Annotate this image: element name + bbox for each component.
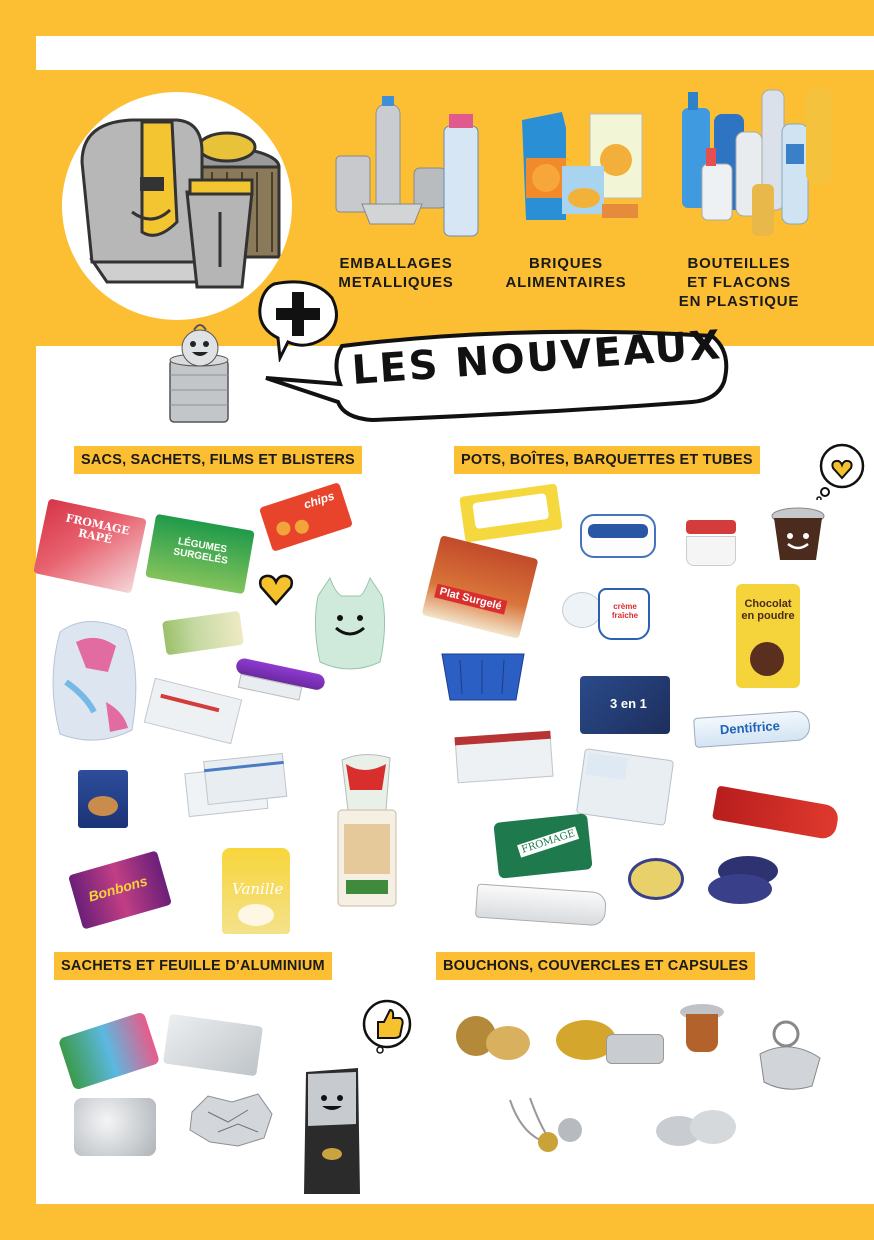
champagne-cork-cage (500, 1090, 594, 1156)
blister-pack (576, 748, 674, 826)
food-cartons-image (518, 108, 648, 226)
metal-packaging-image (334, 96, 484, 242)
category-label-metal (328, 254, 464, 292)
cheese-box (493, 813, 592, 879)
heart-icon (256, 572, 296, 608)
top-white-strip (36, 36, 874, 70)
plastic-film-wrap (46, 612, 142, 748)
smiling-coffee-bag (300, 1064, 364, 1198)
category-line: METALLIQUES (338, 274, 454, 291)
category-line: BOUTEILLES (687, 255, 791, 272)
bag-label: Bonbons (86, 872, 150, 905)
bag-label: FROMAGE RAPÉ (64, 511, 131, 547)
clear-box (455, 731, 554, 784)
metal-caps (456, 1006, 532, 1064)
category-line: EN PLASTIQUE (678, 293, 800, 310)
category-line: ET FLACONS (687, 274, 791, 291)
foil-lids-trays (556, 1010, 666, 1070)
category-label-cartons (496, 254, 636, 292)
blue-crate (440, 650, 526, 704)
pot-label: crème fraîche (611, 602, 639, 620)
bread-bag (334, 750, 400, 910)
can-lid-ring (750, 1018, 826, 1092)
butter-tub (580, 514, 656, 558)
category-line: EMBALLAGES (339, 255, 453, 272)
category-label-plastic (670, 254, 808, 311)
box-label: Plat Surgelé (434, 584, 507, 615)
section-title-pots: POTS, BOÎTES, BARQUETTES ET TUBES (454, 446, 760, 474)
vanilla-pouch (222, 848, 290, 934)
bag-label: LÉGUMES SURGELÉS (172, 536, 229, 567)
coffee-capsule (680, 1004, 724, 1054)
cream-jar (686, 520, 736, 566)
thumbs-up-icon (360, 998, 414, 1056)
cream-pot (562, 586, 652, 642)
round-tin-small (628, 858, 684, 900)
smiling-plastic-bag (312, 566, 388, 676)
box-label: FROMAGE (517, 826, 579, 857)
section-title-bouchons: BOUCHONS, COUVERCLES ET CAPSULES (436, 952, 755, 980)
banner-title: LES NOUVEAUX (350, 322, 724, 394)
smiling-dessert-pot (770, 506, 826, 564)
section-title-alu: SACHETS ET FEUILLE D’ALUMINIUM (54, 952, 332, 980)
plastic-bottles-image (678, 84, 838, 240)
round-tin-open (708, 852, 786, 908)
pet-food-pouch (78, 770, 128, 828)
tube-label: Dentifrice (719, 718, 781, 738)
tin-label: Chocolat en poudre (741, 598, 795, 622)
main-white-panel (36, 346, 874, 1204)
category-line: BRIQUES (529, 255, 603, 272)
category-line: ALIMENTAIRES (505, 274, 627, 291)
box-label: 3 en 1 (610, 696, 647, 711)
bag-label: chips (302, 488, 337, 512)
foil-caps (656, 1110, 738, 1150)
crumpled-foil (188, 1092, 274, 1148)
alu-pouch (74, 1098, 156, 1156)
chocolate-powder-tin (736, 584, 800, 688)
les-nouveaux-banner (262, 322, 732, 432)
zip-bags (183, 753, 289, 821)
can-mascot (166, 320, 236, 426)
detergent-box (580, 676, 670, 734)
section-title-sacs: SACS, SACHETS, FILMS ET BLISTERS (74, 446, 362, 474)
bag-label: Vanille (232, 880, 284, 898)
heart-thought-icon (812, 442, 868, 500)
